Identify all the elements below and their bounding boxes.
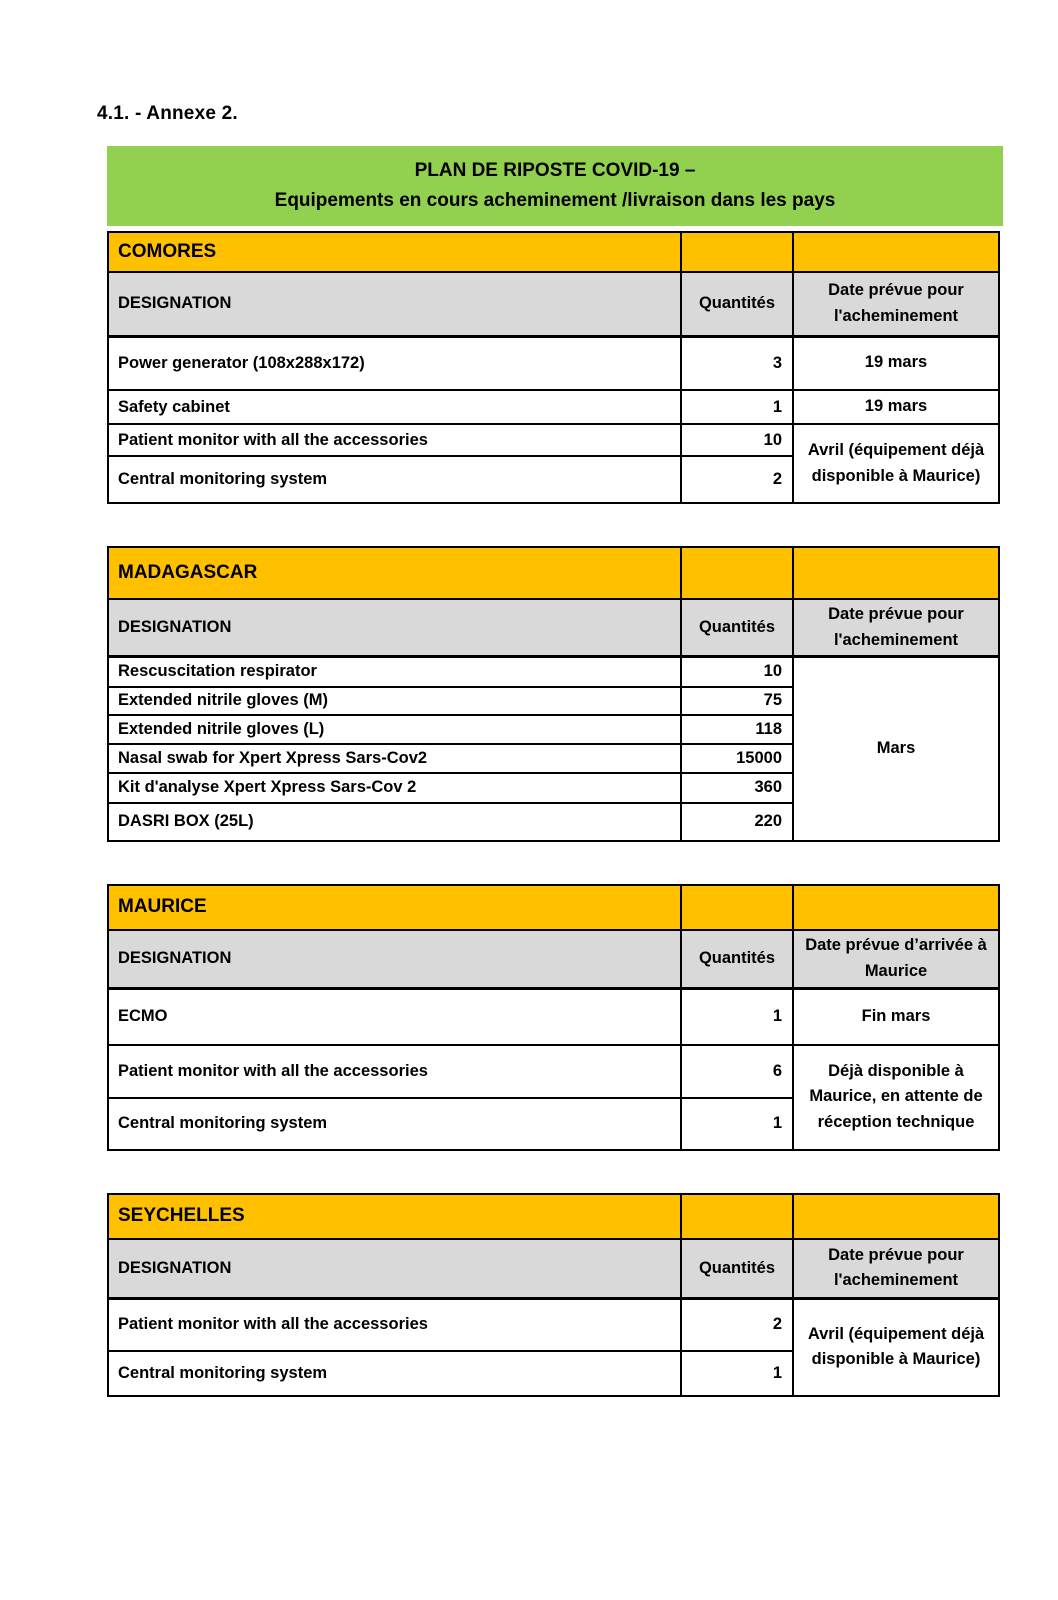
quantity-cell: 10 (681, 657, 793, 687)
country-header-spacer (681, 885, 793, 930)
designation-cell: Extended nitrile gloves (M) (108, 687, 681, 715)
table-seychelles (107, 1193, 1000, 1397)
designation-cell: Power generator (108x288x172) (108, 336, 681, 390)
quantity-cell: 220 (681, 803, 793, 841)
designation-cell: Safety cabinet (108, 390, 681, 424)
quantity-cell: 15000 (681, 744, 793, 773)
country-name: MADAGASCAR (108, 547, 681, 599)
table-maurice (107, 884, 1000, 1151)
table-row (108, 390, 999, 424)
designation-cell: DASRI BOX (25L) (108, 803, 681, 841)
designation-cell: Rescuscitation respirator (108, 657, 681, 687)
designation-cell: Central monitoring system (108, 456, 681, 503)
banner-title-line2: Equipements en cours acheminement /livraison dans les pays (274, 190, 836, 211)
quantity-cell: 6 (681, 1045, 793, 1098)
designation-cell: Central monitoring system (108, 1351, 681, 1396)
banner-title-line1: PLAN DE RIPOSTE COVID-19 – (414, 159, 696, 181)
table-madagascar (107, 546, 1000, 842)
quantity-cell: 1 (681, 1351, 793, 1396)
quantity-cell: 10 (681, 424, 793, 456)
annex-heading: 4.1. - Annexe 2. (97, 103, 238, 124)
country-name: COMORES (108, 232, 681, 272)
column-header-quantity: Quantités (681, 1239, 793, 1299)
designation-cell: Central monitoring system (108, 1098, 681, 1150)
column-header-row (108, 599, 999, 657)
designation-cell: ECMO (108, 989, 681, 1045)
date-cell-merged: Avril (équipement déjà disponible à Maurice) (793, 1299, 999, 1396)
country-header-spacer (793, 547, 999, 599)
country-header-spacer (681, 1194, 793, 1239)
quantity-cell: 3 (681, 336, 793, 390)
country-header-row (108, 1194, 999, 1239)
column-header-date: Date prévue pour l'acheminement (793, 1239, 999, 1299)
table-row (108, 989, 999, 1045)
column-header-row (108, 930, 999, 989)
date-cell: 19 mars (793, 336, 999, 390)
quantity-cell: 1 (681, 390, 793, 424)
date-cell: Fin mars (793, 989, 999, 1045)
column-header-row (108, 272, 999, 336)
column-header-quantity: Quantités (681, 599, 793, 657)
designation-cell: Patient monitor with all the accessories (108, 1299, 681, 1351)
quantity-cell: 360 (681, 773, 793, 803)
table-row (108, 657, 999, 687)
country-header-row (108, 547, 999, 599)
date-cell-merged: Avril (équipement déjà disponible à Maurice) (793, 424, 999, 503)
country-header-spacer (793, 885, 999, 930)
country-header-spacer (793, 1194, 999, 1239)
designation-cell: Patient monitor with all the accessories (108, 1045, 681, 1098)
designation-cell: Patient monitor with all the accessories (108, 424, 681, 456)
country-header-spacer (681, 232, 793, 272)
document-page (0, 103, 1058, 1397)
designation-cell: Kit d'analyse Xpert Xpress Sars-Cov 2 (108, 773, 681, 803)
date-cell-merged: Déjà disponible à Maurice, en attente de réception technique (793, 1045, 999, 1150)
column-header-designation: DESIGNATION (108, 599, 681, 657)
column-header-designation: DESIGNATION (108, 1239, 681, 1299)
designation-cell: Extended nitrile gloves (L) (108, 715, 681, 744)
plan-banner (107, 146, 1003, 226)
column-header-date: Date prévue pour l'acheminement (793, 272, 999, 336)
quantity-cell: 1 (681, 1098, 793, 1150)
quantity-cell: 2 (681, 1299, 793, 1351)
table-comores (107, 231, 1000, 504)
country-header-row (108, 885, 999, 930)
column-header-date: Date prévue pour l'acheminement (793, 599, 999, 657)
column-header-row (108, 1239, 999, 1299)
date-cell-merged: Mars (793, 657, 999, 841)
date-cell: 19 mars (793, 390, 999, 424)
quantity-cell: 75 (681, 687, 793, 715)
column-header-quantity: Quantités (681, 930, 793, 989)
table-row (108, 1299, 999, 1351)
quantity-cell: 1 (681, 989, 793, 1045)
column-header-designation: DESIGNATION (108, 930, 681, 989)
column-header-designation: DESIGNATION (108, 272, 681, 336)
country-header-row (108, 232, 999, 272)
quantity-cell: 2 (681, 456, 793, 503)
country-header-spacer (681, 547, 793, 599)
country-header-spacer (793, 232, 999, 272)
table-row (108, 1045, 999, 1098)
quantity-cell: 118 (681, 715, 793, 744)
table-row (108, 336, 999, 390)
column-header-quantity: Quantités (681, 272, 793, 336)
column-header-date: Date prévue d’arrivée à Maurice (793, 930, 999, 989)
designation-cell: Nasal swab for Xpert Xpress Sars-Cov2 (108, 744, 681, 773)
country-name: SEYCHELLES (108, 1194, 681, 1239)
country-name: MAURICE (108, 885, 681, 930)
table-row (108, 424, 999, 456)
